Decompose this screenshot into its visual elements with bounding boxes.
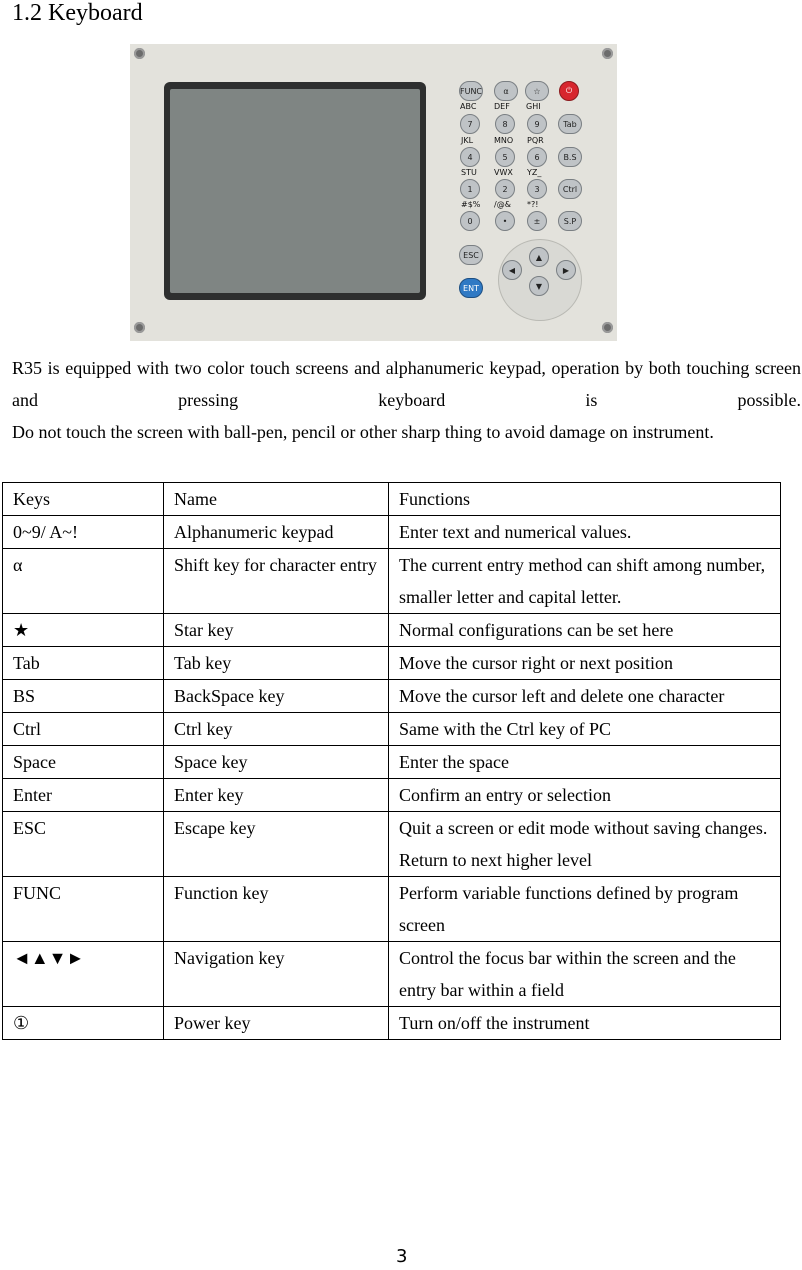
name-cell: Navigation key bbox=[164, 942, 389, 1007]
name-cell: Power key bbox=[164, 1007, 389, 1040]
key-letter-label: JKL bbox=[461, 136, 474, 145]
name-cell: Ctrl key bbox=[164, 713, 389, 746]
key-letter-label: MNO bbox=[494, 136, 514, 145]
key-cell: ESC bbox=[3, 812, 164, 877]
key-0: 0 bbox=[460, 211, 480, 231]
name-cell: Escape key bbox=[164, 812, 389, 877]
function-cell: Control the focus bar within the screen and the entry bar within a field bbox=[389, 942, 781, 1007]
name-cell: Shift key for character entry bbox=[164, 549, 389, 614]
key-7: 7 bbox=[460, 114, 480, 134]
table-row bbox=[3, 812, 781, 877]
name-cell: Space key bbox=[164, 746, 389, 779]
esc-key: ESC bbox=[459, 245, 483, 265]
keyboard-photo bbox=[130, 44, 617, 341]
key-9: 9 bbox=[527, 114, 547, 134]
function-cell: Enter the space bbox=[389, 746, 781, 779]
key-8: 8 bbox=[495, 114, 515, 134]
space-key: S.P bbox=[558, 211, 582, 231]
star-key: ☆ bbox=[525, 81, 549, 101]
screw-icon bbox=[602, 322, 613, 333]
page-number: 3 bbox=[396, 1246, 408, 1267]
key-letter-label: DEF bbox=[494, 102, 510, 111]
plus-minus-key: ± bbox=[527, 211, 547, 231]
name-cell: BackSpace key bbox=[164, 680, 389, 713]
intro-paragraph: R35 is equipped with two color touch screens and alphanumeric keypad, operation by both touching screen and pressing keyboard is possible. bbox=[12, 358, 801, 410]
warning-paragraph: Do not touch the screen with ball-pen, pencil or other sharp thing to avoid damage on instrument. bbox=[12, 422, 714, 442]
table-header-row bbox=[3, 483, 781, 516]
table-row bbox=[3, 942, 781, 1007]
function-cell: Move the cursor right or next position bbox=[389, 647, 781, 680]
name-cell: Tab key bbox=[164, 647, 389, 680]
table-row bbox=[3, 614, 781, 647]
key-cell: FUNC bbox=[3, 877, 164, 942]
keys-table bbox=[2, 482, 781, 1040]
tab-key: Tab bbox=[558, 114, 582, 134]
table-row bbox=[3, 877, 781, 942]
column-header: Keys bbox=[3, 483, 164, 516]
key-3: 3 bbox=[527, 179, 547, 199]
key-5: 5 bbox=[495, 147, 515, 167]
screw-icon bbox=[134, 322, 145, 333]
key-letter-label: PQR bbox=[527, 136, 544, 145]
touch-screen bbox=[170, 89, 420, 293]
key-letter-label: /@& bbox=[494, 200, 511, 209]
function-cell: Perform variable functions defined by program screen bbox=[389, 877, 781, 942]
key-letter-label: *?! bbox=[527, 200, 539, 209]
column-header: Functions bbox=[389, 483, 781, 516]
column-header: Name bbox=[164, 483, 389, 516]
name-cell: Function key bbox=[164, 877, 389, 942]
key-cell: α bbox=[3, 549, 164, 614]
key-letter-label: STU bbox=[461, 168, 477, 177]
arrow-up-icon: ▲ bbox=[529, 247, 549, 267]
backspace-key: B.S bbox=[558, 147, 582, 167]
enter-key: ENT bbox=[459, 278, 483, 298]
table-row bbox=[3, 779, 781, 812]
key-cell: ★ bbox=[3, 614, 164, 647]
function-cell: Same with the Ctrl key of PC bbox=[389, 713, 781, 746]
section-heading: 1.2 Keyboard bbox=[12, 0, 143, 26]
table-row bbox=[3, 713, 781, 746]
arrow-down-icon: ▼ bbox=[529, 276, 549, 296]
function-cell: The current entry method can shift among number, smaller letter and capital letter. bbox=[389, 549, 781, 614]
key-cell: ① bbox=[3, 1007, 164, 1040]
func-key: FUNC bbox=[459, 81, 483, 101]
key-cell: Space bbox=[3, 746, 164, 779]
arrow-left-icon: ◀ bbox=[502, 260, 522, 280]
key-cell: Ctrl bbox=[3, 713, 164, 746]
key-letter-label: ABC bbox=[460, 102, 477, 111]
ctrl-key: Ctrl bbox=[558, 179, 582, 199]
key-cell: Tab bbox=[3, 647, 164, 680]
name-cell: Enter key bbox=[164, 779, 389, 812]
function-cell: Turn on/off the instrument bbox=[389, 1007, 781, 1040]
key-letter-label: #$% bbox=[461, 200, 481, 209]
table-row bbox=[3, 746, 781, 779]
key-2: 2 bbox=[495, 179, 515, 199]
touch-screen-frame bbox=[164, 82, 426, 300]
table-row bbox=[3, 680, 781, 713]
screw-icon bbox=[602, 48, 613, 59]
key-1: 1 bbox=[460, 179, 480, 199]
name-cell: Alphanumeric keypad bbox=[164, 516, 389, 549]
key-cell: BS bbox=[3, 680, 164, 713]
table-row bbox=[3, 1007, 781, 1040]
function-cell: Enter text and numerical values. bbox=[389, 516, 781, 549]
dot-key: • bbox=[495, 211, 515, 231]
table-row bbox=[3, 516, 781, 549]
function-cell: Quit a screen or edit mode without saving changes. Return to next higher level bbox=[389, 812, 781, 877]
table-row bbox=[3, 647, 781, 680]
key-letter-label: VWX bbox=[494, 168, 513, 177]
function-cell: Move the cursor left and delete one character bbox=[389, 680, 781, 713]
function-cell: Confirm an entry or selection bbox=[389, 779, 781, 812]
key-cell: ◄▲▼► bbox=[3, 942, 164, 1007]
name-cell: Star key bbox=[164, 614, 389, 647]
key-letter-label: GHI bbox=[526, 102, 541, 111]
key-cell: Enter bbox=[3, 779, 164, 812]
key-cell: 0~9/ A~! bbox=[3, 516, 164, 549]
key-letter-label: YZ_ bbox=[527, 168, 542, 177]
screw-icon bbox=[134, 48, 145, 59]
key-6: 6 bbox=[527, 147, 547, 167]
table-row bbox=[3, 549, 781, 614]
power-key: ⏻ bbox=[559, 81, 579, 101]
arrow-right-icon: ▶ bbox=[556, 260, 576, 280]
key-4: 4 bbox=[460, 147, 480, 167]
alpha-key: α bbox=[494, 81, 518, 101]
function-cell: Normal configurations can be set here bbox=[389, 614, 781, 647]
